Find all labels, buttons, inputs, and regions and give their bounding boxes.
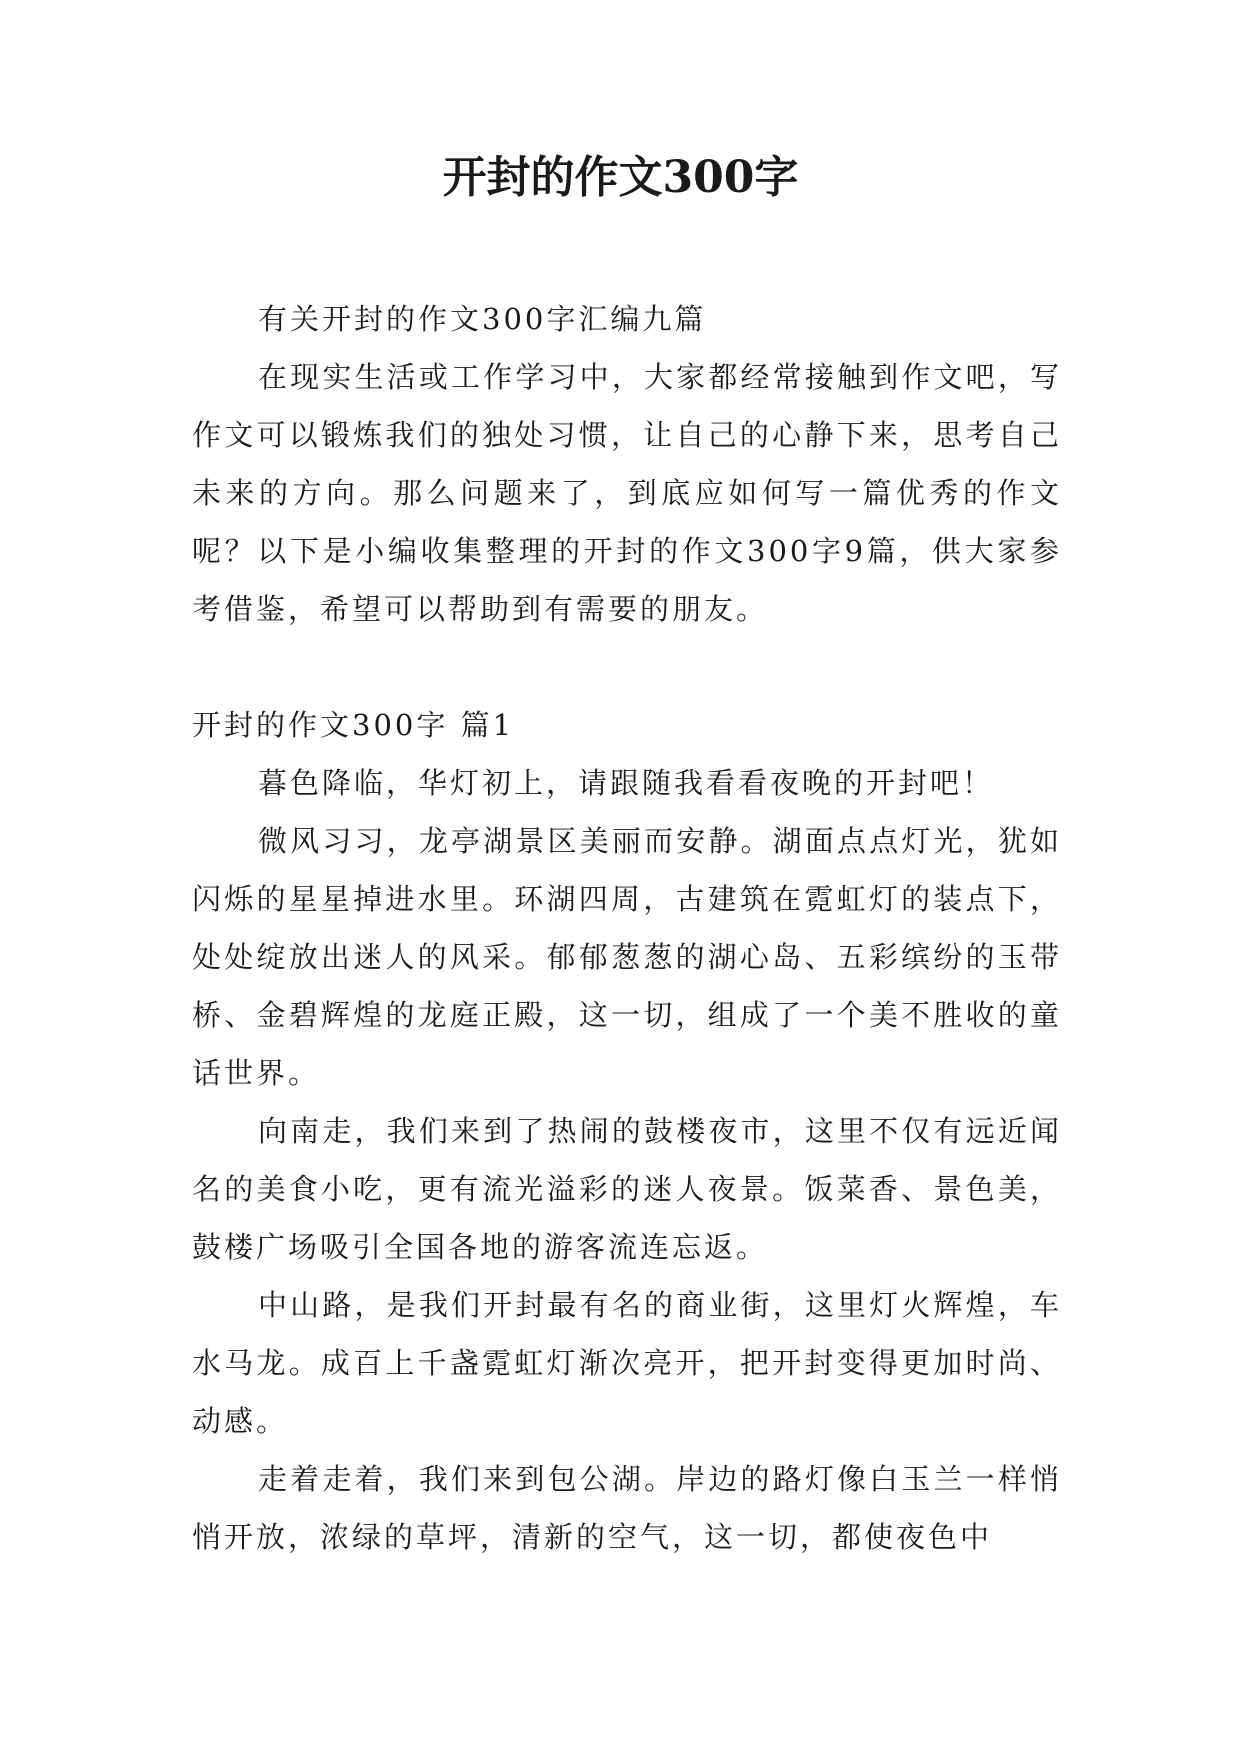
section-heading: 开封的作文300字 篇1	[192, 708, 515, 742]
body-paragraph: 微风习习，龙亭湖景区美丽而安静。湖面点点灯光，犹如闪烁的星星掉进水里。环湖四周，古建筑在霓虹灯的装点下，处处绽放出迷人的风采。郁郁葱葱的湖心岛、五彩缤纷的玉带桥、金碧辉煌的龙庭正殿，这一切，组成了一个美不胜收的童话世界。	[192, 824, 1062, 1090]
intro-paragraph: 在现实生活或工作学习中，大家都经常接触到作文吧，写作文可以锻炼我们的独处习惯，让自己的心静下来，思考自己未来的方向。那么问题来了，到底应如何写一篇优秀的作文呢？以下是小编收集整理的开封的作文300字9篇，供大家参考借鉴，希望可以帮助到有需要的朋友。	[192, 360, 1062, 626]
body-paragraph: 走着走着，我们来到包公湖。岸边的路灯像白玉兰一样悄悄开放，浓绿的草坪，清新的空气，这一切，都使夜色中	[192, 1462, 1062, 1554]
document-title: 开封的作文300字	[442, 152, 799, 203]
document-body	[192, 290, 1062, 1566]
body-paragraph: 暮色降临，华灯初上，请跟随我看看夜晚的开封吧！	[258, 766, 995, 800]
document-subtitle: 有关开封的作文300字汇编九篇	[258, 302, 707, 336]
body-paragraph: 中山路，是我们开封最有名的商业街，这里灯火辉煌，车水马龙。成百上千盏霓虹灯渐次亮开，把开封变得更加时尚、动感。	[192, 1288, 1062, 1438]
body-paragraph: 向南走，我们来到了热闹的鼓楼夜市，这里不仅有远近闻名的美食小吃，更有流光溢彩的迷人夜景。饭菜香、景色美，鼓楼广场吸引全国各地的游客流连忘返。	[192, 1114, 1062, 1264]
